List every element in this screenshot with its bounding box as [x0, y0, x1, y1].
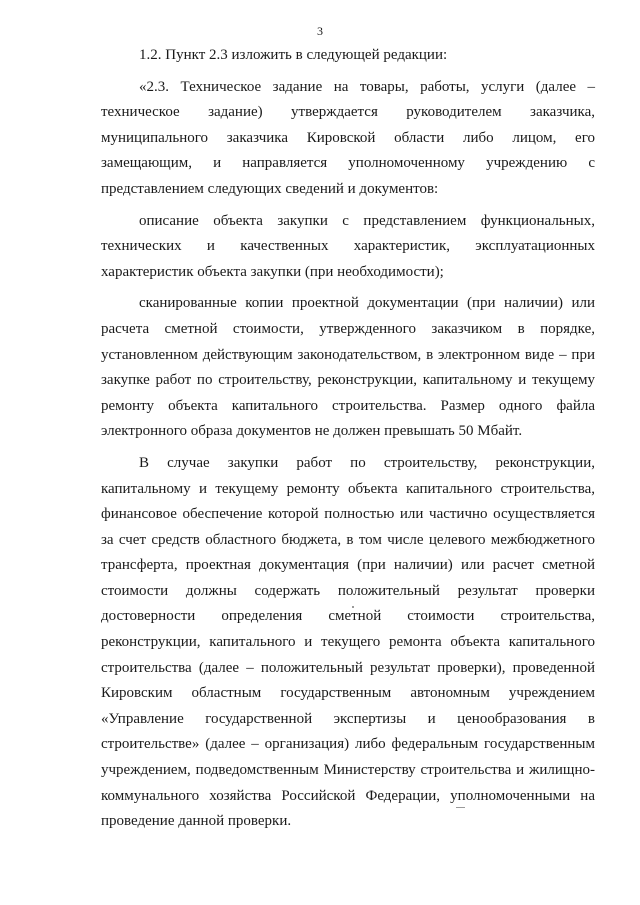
paragraph-clause-2-3: «2.3. Техническое задание на товары, работы, услуги (далее – техническое задание) утверждается руководителем заказчика, муниципального заказчика Кировской области либо лицом, его замещающим, и направляется уполномоченному учреждению с представлением следующих сведений и документов: — [101, 78, 595, 197]
paragraph-procurement-description: описание объекта закупки с представлением функциональных, технических и качественных характеристик, эксплуатационных характеристик объекта закупки (при необходимости); — [101, 212, 595, 280]
scan-dash-mark — [456, 807, 465, 808]
paragraph-scanned-copies: сканированные копии проектной документации (при наличии) или расчета сметной стоимости, утвержденного заказчиком в порядке, установленном действующим законодательством, в электронном виде – при закупке работ по строительству, реконструкции, капитальному и текущему ремонту объекта капитального строительства. Размер одного файла электронного образа документов не должен превышать 50 Мбайт. — [101, 295, 595, 440]
scan-speck — [352, 606, 354, 608]
page-number: 3 — [317, 24, 323, 38]
paragraph-construction-works: В случае закупки работ по строительству, реконструкции, капитальному и текущему ремонту объекта капитального строительства, финансовое обеспечение которой полностью или частично осуществляется за счет средств областного бюджета, в том числе целевого межбюджетного трансферта, проектная документация (при наличии) или расчет сметной стоимости должны содержать положительный результат проверки достоверности определения сметной стоимости строительства, реконструкции, капитального и текущего ремонта объекта капитального строительства (далее – положительный результат проверки), проведенной Кировским областным государственным автономным учреждением «Управление государственной экспертизы и ценообразования в строительстве» (далее – организация) либо федеральным государственным учреждением, подведомственным Министерству строительства и жилищно-коммунального хозяйства Российской Федерации, уполномоченными на проведение данной проверки. — [101, 454, 595, 830]
document-body — [101, 43, 595, 835]
paragraph-amendment-intro: 1.2. Пункт 2.3 изложить в следующей редакции: — [139, 47, 448, 63]
